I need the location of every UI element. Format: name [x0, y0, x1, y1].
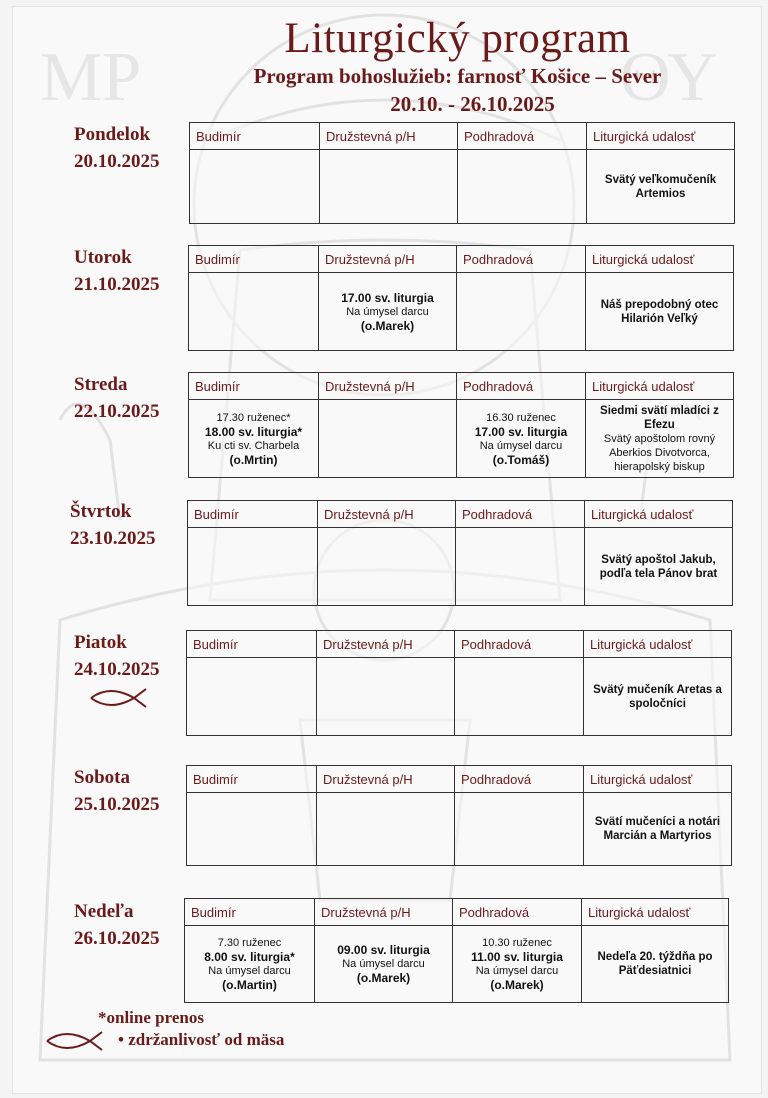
- day-date: 21.10.2025: [74, 274, 160, 295]
- cell-event: [587, 150, 735, 224]
- cell-budimir: [189, 400, 319, 478]
- day-date: 25.10.2025: [74, 794, 160, 815]
- day-schedule-table: [187, 500, 733, 606]
- service-line: (o.Martin): [222, 978, 277, 992]
- column-header: Družstevná p/H: [315, 899, 453, 926]
- cell-druzstevna: [315, 926, 453, 1003]
- column-header: Liturgická udalosť: [586, 373, 734, 400]
- day-name: Streda: [74, 374, 128, 395]
- cell-druzstevna: [319, 273, 457, 351]
- service-line: (o.Tomáš): [492, 452, 550, 467]
- liturgical-event-line: Náš prepodobný otec Hilarión Veľký: [600, 298, 719, 325]
- cell-podhradova: [457, 273, 586, 351]
- day-name: Pondelok: [74, 124, 151, 145]
- legend-abstinence: • zdržanlivosť od mäsa: [118, 1030, 285, 1049]
- day-name: Sobota: [74, 767, 130, 788]
- service-line: 11.00 sv. liturgia: [471, 950, 563, 964]
- column-header: Liturgická udalosť: [584, 766, 732, 793]
- day-name: Nedeľa: [74, 901, 134, 922]
- service-line: 8.00 sv. liturgia*: [204, 950, 295, 964]
- service-line: 7.30 ruženec: [217, 937, 282, 949]
- day-date: 26.10.2025: [74, 928, 160, 949]
- column-header: Družstevná p/H: [319, 373, 457, 400]
- liturgical-event-line: Svätý mučeník Aretas a spoločníci: [593, 683, 722, 710]
- column-header: Liturgická udalosť: [586, 246, 734, 273]
- day-date: 20.10.2025: [74, 151, 160, 172]
- cell-budimir: [190, 150, 320, 224]
- cell-podhradova: [456, 528, 585, 606]
- svg-text:ΘΥ: ΘΥ: [620, 39, 718, 116]
- service-line: (o.Marek): [490, 978, 544, 992]
- service-line: 09.00 sv. liturgia: [337, 943, 430, 957]
- cell-podhradova: [458, 150, 587, 224]
- column-header: Budimír: [187, 766, 317, 793]
- cell-budimir: [189, 273, 319, 351]
- cell-druzstevna: [319, 400, 457, 478]
- day-date: 24.10.2025: [74, 659, 160, 680]
- column-header: Družstevná p/H: [319, 246, 457, 273]
- day-schedule-table: [184, 898, 729, 1003]
- column-header: Budimír: [187, 631, 317, 658]
- cell-budimir: [187, 658, 317, 736]
- legend-fish-icon: [44, 1029, 106, 1053]
- column-header: Budimír: [188, 501, 318, 528]
- cell-event: [584, 793, 732, 866]
- cell-event: [586, 273, 734, 351]
- liturgical-event-line: Nedeľa 20. týždňa po Päťdesiatnici: [597, 951, 713, 977]
- cell-budimir: [185, 926, 315, 1003]
- column-header: Liturgická udalosť: [587, 123, 735, 150]
- legend-online: *online prenos: [98, 1008, 204, 1027]
- cell-event: [584, 658, 732, 736]
- cell-druzstevna: [317, 793, 455, 866]
- day-name: Štvrtok: [70, 501, 132, 522]
- service-line: Ku cti sv. Charbela: [207, 439, 300, 452]
- day-date: 23.10.2025: [70, 528, 156, 549]
- column-header: Podhradová: [458, 123, 587, 150]
- column-header: Budimír: [189, 246, 319, 273]
- service-line: 17.00 sv. liturgia: [474, 424, 568, 439]
- column-header: Podhradová: [457, 246, 586, 273]
- cell-podhradova: [453, 926, 582, 1003]
- service-line: (o.Marek): [360, 318, 415, 333]
- cell-druzstevna: [320, 150, 458, 224]
- week-dates: 20.10. - 26.10.2025: [390, 92, 555, 116]
- cell-druzstevna: [317, 658, 455, 736]
- cell-event: [585, 528, 733, 606]
- day-schedule-table: [188, 245, 734, 351]
- day-name: Piatok: [74, 632, 127, 653]
- column-header: Budimír: [190, 123, 320, 150]
- cell-podhradova: [457, 400, 586, 478]
- liturgical-event-line: Svätý veľkomučeník Artemios: [604, 173, 717, 200]
- page-title: Liturgický program: [284, 15, 631, 62]
- column-header: Budimír: [185, 899, 315, 926]
- column-header: Podhradová: [455, 766, 584, 793]
- day-schedule-table: [186, 630, 732, 736]
- column-header: Družstevná p/H: [317, 631, 455, 658]
- service-line: 16.30 ruženec: [486, 411, 556, 424]
- service-line: Na úmysel darcu: [342, 958, 425, 970]
- legend-abstinence-text: zdržanlivosť od mäsa: [128, 1030, 285, 1049]
- svg-text:ΜΡ: ΜΡ: [40, 39, 142, 116]
- column-header: Družstevná p/H: [320, 123, 458, 150]
- column-header: Budimír: [189, 373, 319, 400]
- column-header: Družstevná p/H: [317, 766, 455, 793]
- service-line: (o.Marek): [356, 971, 411, 985]
- liturgical-event-line: Svätý apoštol Jakub, podľa tela Pánov brat: [599, 553, 718, 580]
- column-header: Družstevná p/H: [318, 501, 456, 528]
- cell-podhradova: [455, 793, 584, 866]
- service-line: (o.Mrtin): [229, 452, 278, 467]
- service-line: 17.30 ruženec*: [216, 411, 291, 424]
- cell-budimir: [188, 528, 318, 606]
- column-header: Liturgická udalosť: [582, 899, 729, 926]
- column-header: Liturgická udalosť: [585, 501, 733, 528]
- service-line: 17.00 sv. liturgia: [341, 290, 434, 305]
- cell-budimir: [187, 793, 317, 866]
- service-line: Na úmysel darcu: [475, 965, 559, 977]
- cell-podhradova: [455, 658, 584, 736]
- column-header: Podhradová: [455, 631, 584, 658]
- service-line: 10.30 ruženec: [482, 937, 552, 949]
- column-header: Podhradová: [453, 899, 582, 926]
- liturgical-event-line: Svätý apoštolom rovný Aberkios Divotvorca, hierapolský biskup: [603, 432, 716, 473]
- cell-event: [582, 926, 729, 1003]
- service-line: 18.00 sv. liturgia*: [204, 424, 303, 439]
- column-header: Podhradová: [457, 373, 586, 400]
- column-header: Podhradová: [456, 501, 585, 528]
- day-schedule-table: [188, 372, 734, 478]
- cell-event: [586, 400, 734, 478]
- service-line: Na úmysel darcu: [479, 439, 563, 452]
- service-line: Na úmysel darcu: [346, 305, 429, 318]
- liturgical-event-line: Svätí mučeníci a notári Marcián a Martyrios: [594, 816, 721, 842]
- day-name: Utorok: [74, 247, 132, 268]
- liturgical-event-line: Siedmi svätí mladíci z Efezu: [600, 404, 719, 431]
- column-header: Liturgická udalosť: [584, 631, 732, 658]
- day-date: 22.10.2025: [74, 401, 160, 422]
- service-line: Na úmysel darcu: [208, 965, 291, 977]
- cell-druzstevna: [318, 528, 456, 606]
- day-schedule-table: [189, 122, 735, 224]
- page-subtitle: Program bohoslužieb: farnosť Košice – Sever: [253, 64, 662, 88]
- fish-icon: [88, 686, 150, 710]
- day-schedule-table: [186, 765, 732, 866]
